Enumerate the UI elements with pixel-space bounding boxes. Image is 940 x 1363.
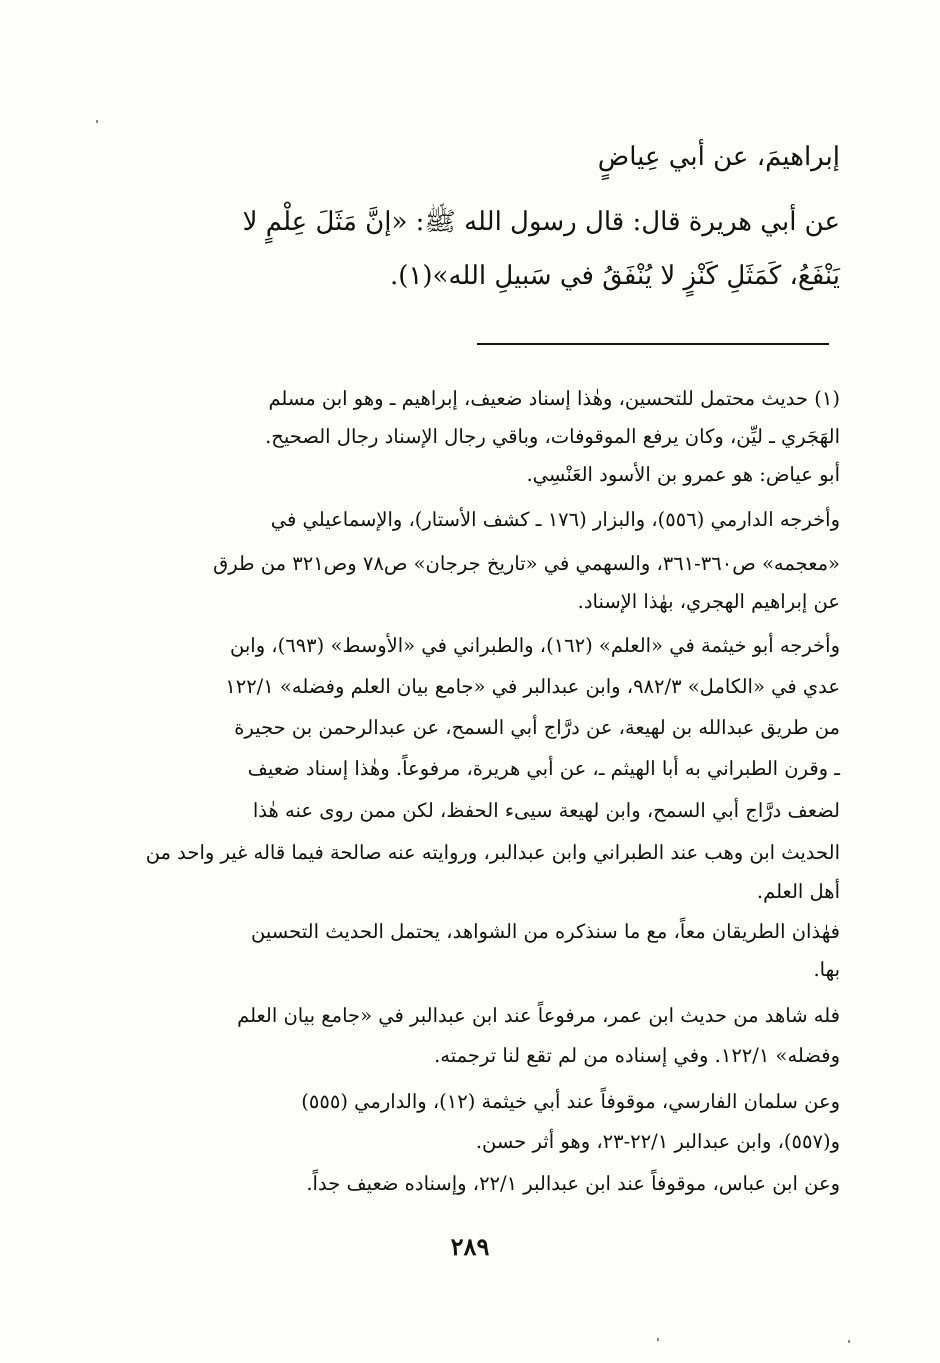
footnote-line: بها. xyxy=(813,958,840,981)
footnote-line: فله شاهد من حديث ابن عمر، مرفوعاً عند ابن عبدالبر في «جامع بيان العلم xyxy=(237,1004,840,1027)
footnote-line: و(٥٥٧)، وابن عبدالبر ٢٢/١-٢٣، وهو أثر حسن. xyxy=(475,1130,840,1153)
scan-speck xyxy=(96,120,98,123)
footnote-line: وعن سلمان الفارسي، موقوفاً عند أبي خيثمة (١٢)، والدارمي (٥٥٥) xyxy=(301,1090,840,1113)
footnote-line: من طريق عبدالله بن لهيعة، عن درَّاج أبي السمح، عن عبدالرحمن بن حجيرة xyxy=(234,716,840,739)
footnotes-block xyxy=(130,0,840,1240)
footnote-line: الهَجَري ـ ليِّن، وكان يرفع الموقوفات، وباقي رجال الإسناد رجال الصحيح. xyxy=(265,425,840,448)
footnote-line: وأخرجه أبو خيثمة في «العلم» (١٦٢)، والطبراني في «الأوسط» (٦٩٣)، وابن xyxy=(230,634,840,657)
footnote-line: أبو عياض: هو عمرو بن الأسود العَنْسِي. xyxy=(526,463,840,486)
page-number: ٢٨٩ xyxy=(450,1232,490,1261)
footnote-line: فهٰذان الطريقان معاً، مع ما سنذكره من الشواهد، يحتمل الحديث التحسين xyxy=(251,920,840,943)
footnote-line: أهل العلم. xyxy=(756,880,840,903)
scan-speck xyxy=(657,1338,659,1341)
footnote-line: لضعف درَّاج أبي السمح، وابن لهيعة سيىء الحفظ، لكن ممن روى عنه هٰذا xyxy=(252,799,840,822)
footnote-line: وأخرجه الدارمي (٥٥٦)، والبزار (١٧٦ ـ كشف الأستار)، والإسماعيلي في xyxy=(270,508,840,531)
hadith-text-line: يَنْفَعُ، كَمَثَلِ كَنْزٍ لا يُنْفَقُ في سَبيلِ الله»(١). xyxy=(390,261,840,291)
scan-speck xyxy=(848,1340,850,1343)
footnote-line: الحديث ابن وهب عند الطبراني وابن عبدالبر، وروايته عنه صالحة فيما قاله غير واحد من xyxy=(145,841,840,864)
footnote-line: ـ وقرن الطبراني به أبا الهيثم ـ، عن أبي هريرة، مرفوعاً. وهٰذا إسناد ضعيف xyxy=(247,757,840,780)
footnote-line: عن إبراهيم الهجري، بهٰذا الإسناد. xyxy=(577,590,840,613)
hadith-text-line: عن أبي هريرة قال: قال رسول الله ﷺ: «إنَّ مَثَلَ عِلْمٍ لا xyxy=(242,207,840,237)
footnote-line: وعن ابن عباس، موقوفاً عند ابن عبدالبر ٢٢/١، وإسناده ضعيف جداً. xyxy=(306,1172,840,1195)
footnote-line: (١) حديث محتمل للتحسين، وهٰذا إسناد ضعيف، إبراهيم ـ وهو ابن مسلم xyxy=(268,387,840,410)
footnote-line: «معجمه» ص٣٦٠-٣٦١، والسهمي في «تاريخ جرجان» ص٧٨ وص٣٢١ من طرق xyxy=(213,552,840,575)
footnote-line: عدي في «الكامل» ٩٨٢/٣، وابن عبدالبر في «جامع بيان العلم وفضله» ١٢٢/١ xyxy=(225,675,840,698)
footnote-line: وفضله» ١٢٢/١. وفي إسناده من لم تقع لنا ترجمته. xyxy=(434,1044,840,1067)
main-text-line: إبراهيمَ، عن أبي عِياضٍ xyxy=(597,142,840,172)
